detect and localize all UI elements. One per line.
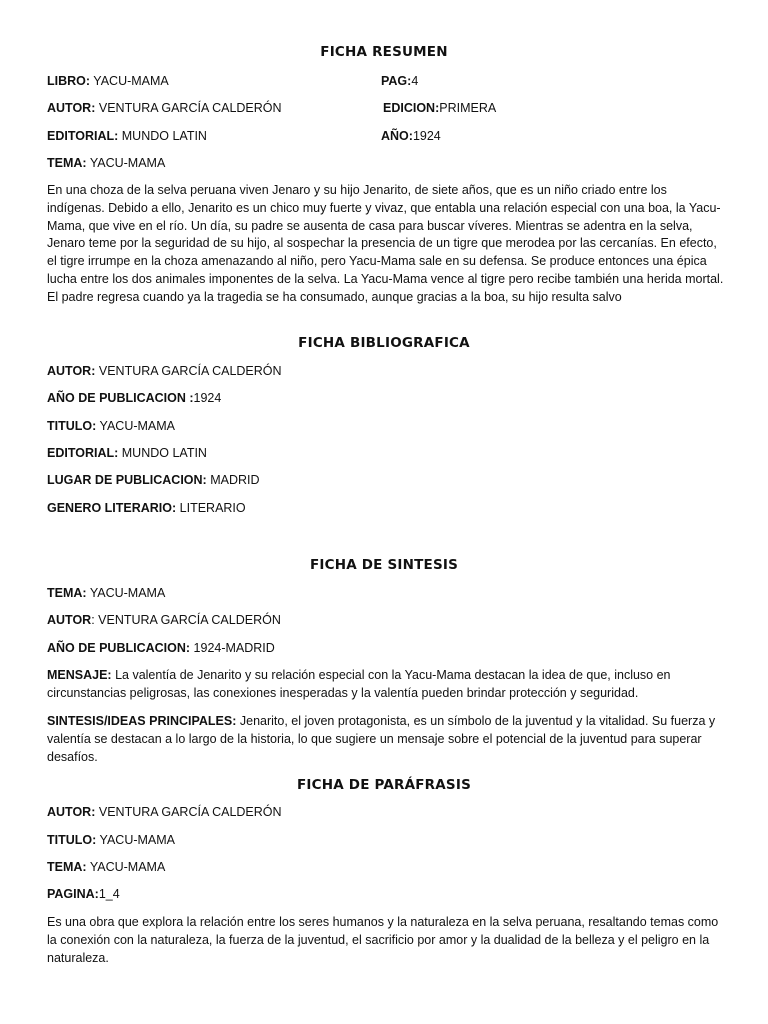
pag-field (381, 74, 418, 88)
pag-value: 4 (411, 74, 419, 88)
sintesis-anio-label: AÑO DE PUBLICACION: (47, 641, 191, 655)
sintesis-tema-label: TEMA: (47, 586, 87, 600)
mensaje-value: La valentía de Jenarito y su relación especial con la Yacu-Mama destacan la idea de que, incluso en circunstancias peligrosas, las conexiones inesperadas y la valentía pueden brindar protección y seguridad. (47, 668, 671, 700)
biblio-lugar-field (47, 473, 260, 487)
biblio-autor-field (47, 364, 282, 378)
parafrasis-paragraph: Es una obra que explora la relación entre los seres humanos y la naturaleza en la selva peruana, resaltando temas como la conexión con la naturaleza, la fuerza de la juventud, el sacrificio por amor y la dualidad de la belleza y el peligro en la naturaleza. (47, 915, 719, 965)
parafrasis-titulo-field (47, 833, 175, 847)
ficha-parafrasis-title: FICHA DE PARÁFRASIS (296, 777, 471, 793)
autor-field (47, 101, 282, 115)
libro-label: LIBRO: (47, 74, 91, 88)
sintesis-anio-field (47, 641, 275, 655)
ficha-resumen-title: FICHA RESUMEN (320, 44, 448, 60)
biblio-editorial-value: MUNDO LATIN (118, 446, 207, 460)
anio-value: 1924 (412, 129, 441, 143)
ideas-label: SINTESIS/IDEAS PRINCIPALES: (47, 714, 237, 728)
editorial-value: MUNDO LATIN (118, 129, 207, 143)
parafrasis-pagina-label: PAGINA: (47, 887, 99, 901)
biblio-titulo-label: TITULO: (47, 419, 97, 433)
parafrasis-pagina-field (47, 887, 120, 901)
ideas-paragraph (47, 713, 727, 766)
biblio-titulo-value: YACU-MAMA (96, 419, 176, 433)
parafrasis-autor-label: AUTOR: (47, 805, 96, 819)
edicion-field (383, 101, 496, 115)
ficha-sintesis-title: FICHA DE SINTESIS (309, 557, 459, 573)
edicion-label: EDICION: (383, 101, 440, 115)
tema-field (47, 156, 165, 170)
anio-field (381, 129, 441, 143)
sintesis-autor-field (47, 613, 281, 627)
parafrasis-titulo-label: TITULO: (47, 833, 97, 847)
anio-label: AÑO: (381, 129, 413, 143)
biblio-titulo-field (47, 419, 175, 433)
tema-label: TEMA: (47, 156, 87, 170)
biblio-editorial-label: EDITORIAL: (47, 446, 119, 460)
editorial-label: EDITORIAL: (47, 129, 119, 143)
parafrasis-titulo-value: YACU-MAMA (96, 833, 176, 847)
sintesis-anio-value: 1924-MADRID (190, 641, 275, 655)
biblio-lugar-label: LUGAR DE PUBLICACION: (47, 473, 207, 487)
biblio-genero-value: LITERARIO (176, 501, 246, 515)
biblio-lugar-value: MADRID (206, 473, 260, 487)
autor-value: VENTURA GARCÍA CALDERÓN (95, 101, 282, 115)
sintesis-tema-value: YACU-MAMA (86, 586, 166, 600)
biblio-autor-label: AUTOR: (47, 364, 96, 378)
biblio-anio-label: AÑO DE PUBLICACION : (47, 391, 194, 405)
resumen-paragraph: En una choza de la selva peruana viven Jenaro y su hijo Jenarito, de siete años, que es un niño criado entre los indígenas. Debido a ello, Jenarito es un chico muy fuerte y vivaz, que entabla una relación especial con una boa, la Yacu-Mama, que vive en el río. Un día, su padre se ausenta de casa para buscar víveres. Mientras se adentra en la selva, Jenaro teme por la seguridad de su hijo, al sospechar la presencia de un tigre que merodea por las cercanías. En efecto, el tigre irrumpe en la choza amenazando al niño, pero Yacu-Mama sale en su defensa. Se produce entonces una épica lucha entre los dos animales imponentes de la selva. La Yacu-Mama vence al tigre pero recibe también una herida mortal. El padre regresa cuando ya la tragedia se ha consumado, aunque gracias a la boa, su hijo resulta salvo (47, 183, 724, 304)
pag-label: PAG: (381, 74, 412, 88)
parafrasis-tema-label: TEMA: (47, 860, 87, 874)
parafrasis-tema-value: YACU-MAMA (86, 860, 166, 874)
sintesis-autor-label: AUTOR (47, 613, 92, 627)
parafrasis-tema-field (47, 860, 165, 874)
mensaje-paragraph (47, 667, 727, 703)
autor-label: AUTOR: (47, 101, 96, 115)
biblio-genero-label: GENERO LITERARIO: (47, 501, 177, 515)
biblio-genero-field (47, 501, 246, 515)
libro-value: YACU-MAMA (90, 74, 169, 88)
parafrasis-autor-field (47, 805, 282, 819)
biblio-anio-value: 1924 (193, 391, 222, 405)
parafrasis-pagina-value: 1_4 (98, 887, 120, 901)
editorial-field (47, 129, 207, 143)
edicion-value: PRIMERA (439, 101, 497, 115)
sintesis-tema-field (47, 586, 165, 600)
parafrasis-autor-value: VENTURA GARCÍA CALDERÓN (95, 805, 282, 819)
biblio-autor-value: VENTURA GARCÍA CALDERÓN (95, 364, 282, 378)
biblio-anio-field (47, 391, 221, 405)
sintesis-autor-value: : VENTURA GARCÍA CALDERÓN (91, 613, 281, 627)
libro-field (47, 74, 169, 88)
ideas-value: Jenarito, el joven protagonista, es un símbolo de la juventud y la vitalidad. Su fuerza y valentía se destacan a lo largo de la historia, lo que sugiere un mensaje sobre el potencial de la juventud para superar desafíos. (47, 714, 716, 764)
biblio-editorial-field (47, 446, 207, 460)
tema-value: YACU-MAMA (86, 156, 166, 170)
mensaje-label: MENSAJE: (47, 668, 112, 682)
ficha-bibliografica-title: FICHA BIBLIOGRAFICA (298, 335, 470, 351)
